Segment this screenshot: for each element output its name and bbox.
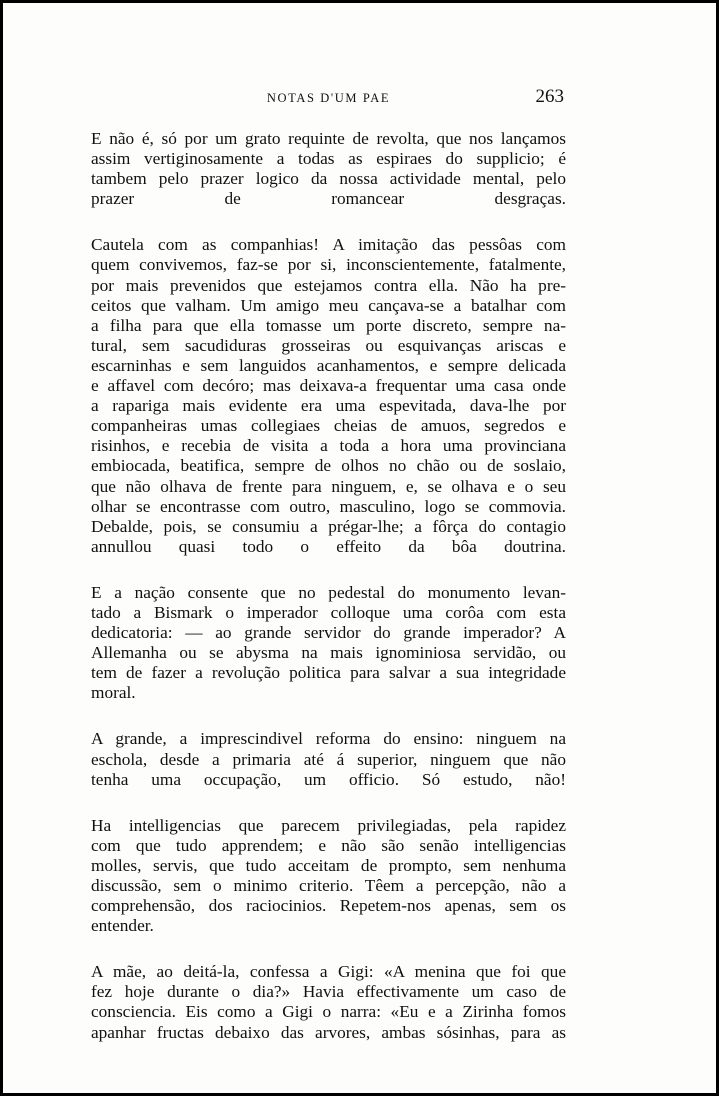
text-line: tem de fazer a revolução politica para salvar a sua integridade: [91, 663, 566, 683]
text-line: consciencia. Eis como a Gigi o narra: «Eu e a Zirinha fomos: [91, 1002, 566, 1022]
text-line: comprehensão, dos raciocinios. Repetem-nos apenas, sem os: [91, 896, 566, 916]
text-line: E a nação consente que no pedestal do monumento levan-: [91, 582, 566, 602]
text-line: embiocada, beatifica, sempre de olhos no chão ou de soslaio,: [91, 456, 566, 476]
text-line: discussão, sem o minimo criterio. Têem a percepção, não a: [91, 876, 566, 895]
text-line: tambem pelo prazer logico da nossa actividade mental, pelo: [91, 169, 566, 189]
text-line: quem convivemos, faz-se por si, inconscientemente, fatalmente,: [91, 255, 566, 275]
text-line: tural, sem sacudiduras grosseiras ou esquivanças ariscas e: [91, 335, 566, 355]
text-line: Ha intelligencias que parecem privilegiadas, pela rapidez: [91, 815, 566, 835]
text-line: A mãe, ao deitá-la, confessa a Gigi: «A menina que foi que: [91, 962, 566, 982]
text-line: risinhos, e recebia de visita a toda a hora uma provinciana: [91, 436, 566, 456]
page-number: 263: [535, 86, 564, 107]
text-line: assim vertiginosamente a todas as espiraes do supplicio; é: [91, 149, 566, 169]
running-title: NOTAS D'UM PAE: [266, 91, 391, 105]
paragraph: [91, 583, 566, 704]
text-line: com que tudo apprendem; e não são senão intelligencias: [91, 835, 566, 855]
text-line: tado a Bismark o imperador colloque uma corôa com esta: [91, 602, 566, 622]
paragraph: [91, 729, 566, 789]
page-header: [91, 83, 566, 109]
text-line: eschola, desde a primaria até á superior, ninguem que não: [91, 749, 566, 769]
text-line: E não é, só por um grato requinte de revolta, que nos lançamos: [91, 129, 566, 148]
text-line: e affavel com decóro; mas deixava-a frequentar uma casa onde: [91, 376, 566, 396]
text-line: dedicatoria: — ao grande servidor do grande imperador? A: [91, 623, 566, 643]
text-line: Debalde, pois, se consumiu a prégar-lhe; a fôrça do contagio: [91, 516, 566, 536]
text-line: Cautela com as companhias! A imitação das pessôas com: [91, 235, 566, 255]
text-line: molles, servis, que tudo acceitam de prompto, sem nenhuma: [91, 855, 566, 875]
text-line: annullou quasi todo o effeito da bôa doutrina.: [91, 536, 566, 556]
text-line: A grande, a imprescindivel reforma do ensino: ninguem na: [91, 729, 566, 749]
text-line: por mais prevenidos que estejamos contra ella. Não ha pre-: [91, 275, 566, 295]
text-line: a rapariga mais evidente era uma espevitada, dava-lhe por: [91, 396, 566, 416]
text-line: fez hoje durante o dia?» Havia effectivamente um caso de: [91, 982, 566, 1002]
paragraph: [91, 235, 566, 557]
page-body: [91, 129, 566, 1043]
text-line: tenha uma occupação, um officio. Só estudo, não!: [91, 769, 566, 789]
text-line: entender.: [91, 916, 154, 936]
text-line: Allemanha ou se abysma na mais ignominiosa servidão, ou: [91, 643, 566, 663]
paragraph: [91, 816, 566, 937]
text-line: moral.: [91, 683, 136, 703]
book-page: [91, 83, 566, 1069]
paragraph: [91, 962, 566, 1042]
text-line: prazer de romancear desgraças.: [91, 189, 566, 209]
text-line: a filha para que ella tomasse um porte discreto, sempre na-: [91, 315, 566, 335]
text-line: ceitos que valham. Um amigo meu cançava-se a batalhar com: [91, 295, 566, 315]
text-line: escarninhas e sem languidos acanhamentos, e sempre delicada: [91, 355, 566, 375]
text-line: olhar se encontrasse com outro, masculino, logo se commovia.: [91, 496, 566, 516]
text-line: que não olhava de frente para ninguem, e, se olhava e o seu: [91, 476, 566, 496]
text-line: apanhar fructas debaixo das arvores, ambas sósinhas, para as: [91, 1022, 566, 1042]
text-line: companheiras umas collegiaes cheias de amuos, segredos e: [91, 416, 566, 436]
paragraph: [91, 129, 566, 209]
